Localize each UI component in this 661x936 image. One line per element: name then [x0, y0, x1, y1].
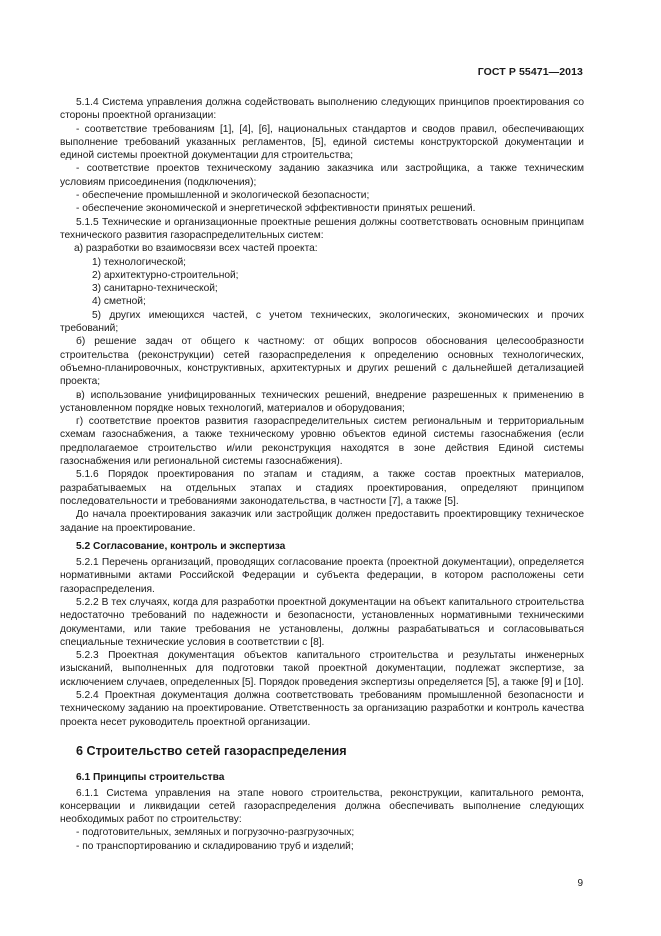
list-item: 4) сметной;: [92, 296, 146, 308]
list-item: - подготовительных, земляных и погрузочно-разгрузочных;: [76, 827, 355, 839]
document-body: [60, 96, 584, 853]
list-item: - по транспортированию и складированию труб и изделий;: [76, 840, 354, 852]
list-item: - соответствие проектов техническому заданию заказчика или застройщика, а также техническим условиям присоединения (подключения);: [60, 163, 584, 188]
list-item: 2) архитектурно-строительной;: [92, 269, 239, 281]
paragraph: До начала проектирования заказчик или застройщик должен предоставить проектировщику техническое задание на проектирование.: [60, 509, 584, 534]
list-item: - обеспечение экономической и энергетической эффективности принятых решений.: [76, 203, 476, 215]
list-item-a: а) разработки во взаимосвязи всех частей проекта:: [74, 243, 318, 255]
list-item: - соответствие требованиям [1], [4], [6], национальных стандартов и сводов правил, обеспечивающих выполнение требований указанных регламентов, [5], единой системы конструкторской документации и единой системы проектной документации для строительства;: [60, 123, 584, 162]
paragraph-5-2-4: 5.2.4 Проектная документация должна соответствовать требованиям промышленной безопасности и техническому заданию на проектирование. Ответственность за организацию разработки и контроль качества проекта несет руководитель проектной организации.: [60, 690, 584, 728]
list-item-b: б) решение задач от общего к частному: от общих вопросов обоснования целесообразности строительства (реконструкции) сетей газораспределения к определению основных технологических, объемно-планировочных, конструктивных, архитектурных и других решений с дальнейшей детализацией проекта;: [60, 336, 584, 388]
paragraph-5-2-2: 5.2.2 В тех случаях, когда для разработки проектной документации на объект капитального строительства недостаточно требований по надежности и безопасности, установленных нормативными техническими документами, или такие требования не установлены, должны разрабатываться и согласовываться специальные технические условия в соответствии с [8].: [60, 596, 584, 648]
paragraph-5-1-6: 5.1.6 Порядок проектирования по этапам и стадиям, а также состав проектных материалов, разрабатываемых на отдельных этапах и стадиях проектирования, определяют принципом последовательности и требованиями законодательства, в частности [7], а также [5].: [60, 469, 584, 507]
list-item: - обеспечение промышленной и экологической безопасности;: [76, 190, 370, 202]
list-item-v: в) использование унифицированных технических решений, внедрение разрешенных к применению в установленном порядке новых технологий, материалов и оборудования;: [60, 389, 584, 414]
list-item: 3) санитарно-технической;: [92, 283, 218, 295]
subsection-title-6-1: 6.1 Принципы строительства: [76, 772, 225, 784]
paragraph-5-1-5: 5.1.5 Технические и организационные проектные решения должны соответствовать основным принципам технического развития газораспределительных систем:: [60, 216, 584, 241]
page-number: 9: [577, 878, 583, 889]
section-title-6: 6 Строительство сетей газораспределения: [76, 743, 347, 758]
paragraph-5-1-4: 5.1.4 Система управления должна содействовать выполнению следующих принципов проектирования со стороны проектной организации:: [60, 97, 584, 122]
paragraph-5-2-3: 5.2.3 Проектная документация объектов капитального строительства и результаты инженерных изысканий, выполненных для подготовки такой проектной документации, подлежат экспертизе, за исключением случаев, определенных [5]. Порядок проведения экспертизы определяется [5], а также [9] и [10].: [60, 650, 584, 688]
paragraph-5-2-1: 5.2.1 Перечень организаций, проводящих согласование проекта (проектной документации), определяется нормативными актами Российской Федерации и субъекта федерации, в котором расположены сети газораспределения.: [60, 557, 584, 595]
list-item: 5) других имеющихся частей, с учетом технических, экологических, экономических и прочих требований;: [60, 309, 584, 335]
document-code: ГОСТ Р 55471—2013: [477, 66, 583, 78]
paragraph-6-1-1: 6.1.1 Система управления на этапе нового строительства, реконструкции, капитального ремонта, консервации и ликвидации сетей газораспределения должна обеспечивать выполнение следующих необходимых работ по строительству:: [60, 787, 584, 826]
list-item: 1) технологической;: [92, 256, 187, 268]
subsection-title-5-2: 5.2 Согласование, контроль и экспертиза: [76, 540, 286, 552]
list-item-g: г) соответствие проектов развития газораспределительных систем региональным и территориальным схемам газоснабжения, а также техническому уровню объектов единой системы газоснабжения (если предполагаемое строительство и/или реконструкция находятся в зоне действия Единой системы газоснабжения или региональной системы газоснабжения).: [60, 416, 584, 468]
